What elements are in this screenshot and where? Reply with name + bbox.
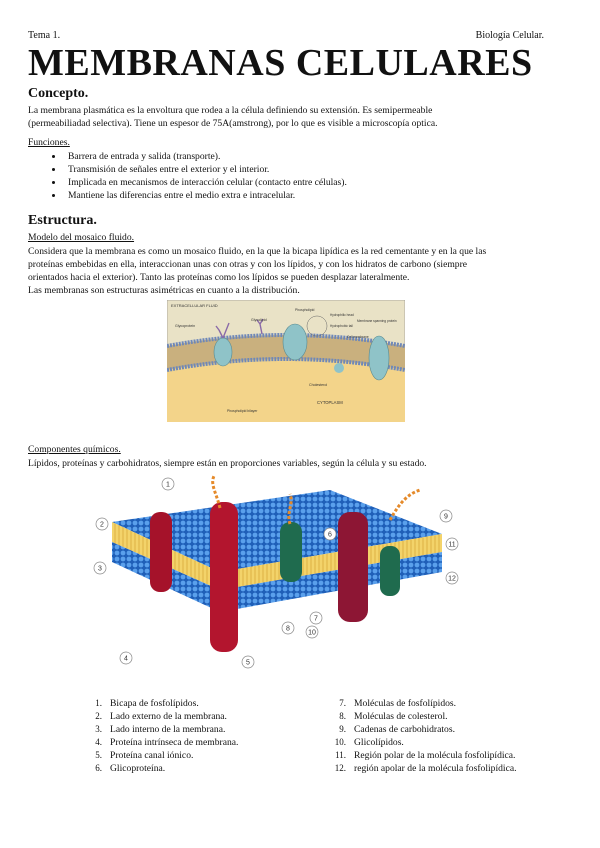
legend-item (82, 697, 238, 710)
intrinsic-protein (338, 512, 368, 622)
callout-8: 8 (286, 625, 290, 633)
estructura-line-1: Considera que la membrana es como un mosaico fluido, en la que la bicapa lipídica es la red cementante y en la que las (28, 246, 487, 257)
legend-item (82, 736, 238, 749)
componentes-label: Componentes químicos. (28, 444, 121, 455)
estructura-line-2: proteínas embebidas en ella, interaccionan unas con otras y con los lípidos, y con los hidratos de carbono (siempre (28, 259, 468, 270)
label-glycolipid: Glycolipid (251, 318, 267, 322)
label-spanning-protein: Membrane spanning protein (357, 319, 397, 323)
legend-text: Lado externo de la membrana. (110, 711, 227, 722)
legend-number: 2. (95, 711, 102, 721)
legend-item (326, 749, 517, 762)
concepto-line-2: (permeabiliadad selectiva). Tiene un espesor de 75A(amstrong), por lo que es visible a microscopía optica. (28, 118, 438, 129)
callout-9: 9 (444, 513, 448, 521)
componentes-text: Lípidos, proteínas y carbohidratos, siempre están en proporciones variables, según la célula y su estado. (28, 458, 427, 469)
legend-item (82, 762, 238, 775)
legend-left (82, 697, 238, 775)
label-cholesterol: Cholesterol (309, 383, 328, 387)
legend-text: Moléculas de colesterol. (354, 711, 448, 722)
membrane-3d-figure (90, 472, 470, 678)
protein-shape (380, 546, 400, 596)
legend-item (326, 736, 517, 749)
callout-5: 5 (246, 659, 250, 667)
legend-number: 4. (95, 737, 102, 747)
legend-number: 7. (339, 698, 346, 708)
concepto-text (28, 104, 563, 130)
intrinsic-protein (150, 512, 172, 592)
callout-3: 3 (98, 565, 102, 573)
legend-item (82, 749, 238, 762)
legend-text: Proteína canal iónico. (110, 750, 194, 761)
funciones-list (46, 150, 347, 202)
protein-shape (283, 324, 307, 360)
concepto-line-1: La membrana plasmática es la envoltura que rodea a la célula definiendo su extensión. Es semipermeable (28, 105, 433, 116)
legend-number: 12. (334, 763, 346, 773)
membrane-spanning-protein (369, 336, 389, 380)
legend-item (326, 762, 517, 775)
page-title: MEMBRANAS CELULARES (28, 42, 533, 84)
estructura-heading: Estructura. (28, 213, 97, 228)
header-subject: Biología Celular. (475, 30, 544, 41)
list-item: • Transmisión de señales entre el exterior y el interior. (64, 163, 347, 176)
legend-text: Lado interno de la membrana. (110, 724, 226, 735)
callout-12: 12 (448, 575, 456, 583)
legend-item (82, 710, 238, 723)
legend-number: 1. (95, 698, 102, 708)
concepto-heading: Concepto. (28, 86, 89, 101)
legend-text: región apolar de la molécula fosfolipídica. (354, 763, 517, 774)
callout-11: 11 (448, 541, 456, 549)
channel-protein (210, 502, 238, 652)
protein-shape (334, 363, 344, 373)
legend-text: Cadenas de carbohidratos. (354, 724, 455, 735)
legend-item (326, 697, 517, 710)
label-glycoprotein: Glycoprotein (175, 324, 196, 328)
estructura-line-3: orientados hacia el exterior). Tanto las proteínas como los lípidos se pueden desplazar lateralmente. (28, 272, 410, 283)
label-phospholipid: Phospholipid (295, 308, 315, 312)
list-item: • Barrera de entrada y salida (transporte). (64, 150, 347, 163)
legend-text: Bicapa de fosfolípidos. (110, 698, 199, 709)
protein-shape (214, 338, 232, 366)
label-hydrophilic: Hydrophilic head (330, 313, 354, 317)
legend-number: 10. (334, 737, 346, 747)
list-item: • Mantiene las diferencias entre el medio extra e intracelular. (64, 189, 347, 202)
label-extracellular: EXTRACELLULAR FLUID (171, 303, 218, 308)
legend-text: Glicolípidos. (354, 737, 404, 748)
header-topic: Tema 1. (28, 30, 61, 41)
funciones-label: Funciones. (28, 137, 70, 148)
callout-2: 2 (100, 521, 104, 529)
glycoprotein (280, 522, 302, 582)
label-cytoplasm: CYTOPLASM (317, 400, 343, 405)
legend-number: 5. (95, 750, 102, 760)
list-item: • Implicada en mecanismos de interacción celular (contacto entre células). (64, 176, 347, 189)
legend-text: Moléculas de fosfolípidos. (354, 698, 457, 709)
callout-1: 1 (166, 481, 170, 489)
legend-item (326, 723, 517, 736)
estructura-line-4: Las membranas son estructuras asimétricas en cuanto a la distribución. (28, 285, 300, 296)
legend-right (326, 697, 517, 775)
legend-text: Proteína intrínseca de membrana. (110, 737, 239, 748)
legend-number: 3. (95, 724, 102, 734)
label-cell-membrane: Cell membrane (347, 335, 369, 339)
estructura-text (28, 245, 563, 297)
callout-4: 4 (124, 655, 128, 663)
estructura-subheading: Modelo del mosaico fluido. (28, 232, 135, 243)
legend-number: 6. (95, 763, 102, 773)
callout-10: 10 (308, 629, 316, 637)
legend-text: Glicoproteína. (110, 763, 166, 774)
legend-text: Región polar de la molécula fosfolipídica. (354, 750, 516, 761)
legend-item (82, 723, 238, 736)
legend-item (326, 710, 517, 723)
legend-number: 8. (339, 711, 346, 721)
label-bilayer: Phospholipid bilayer (227, 409, 258, 413)
legend-number: 11. (335, 750, 346, 760)
legend-number: 9. (339, 724, 346, 734)
fluid-mosaic-figure (167, 300, 405, 422)
label-hydrophobic: Hydrophobic tail (330, 324, 353, 328)
callout-6: 6 (328, 531, 332, 539)
callout-7: 7 (314, 615, 318, 623)
